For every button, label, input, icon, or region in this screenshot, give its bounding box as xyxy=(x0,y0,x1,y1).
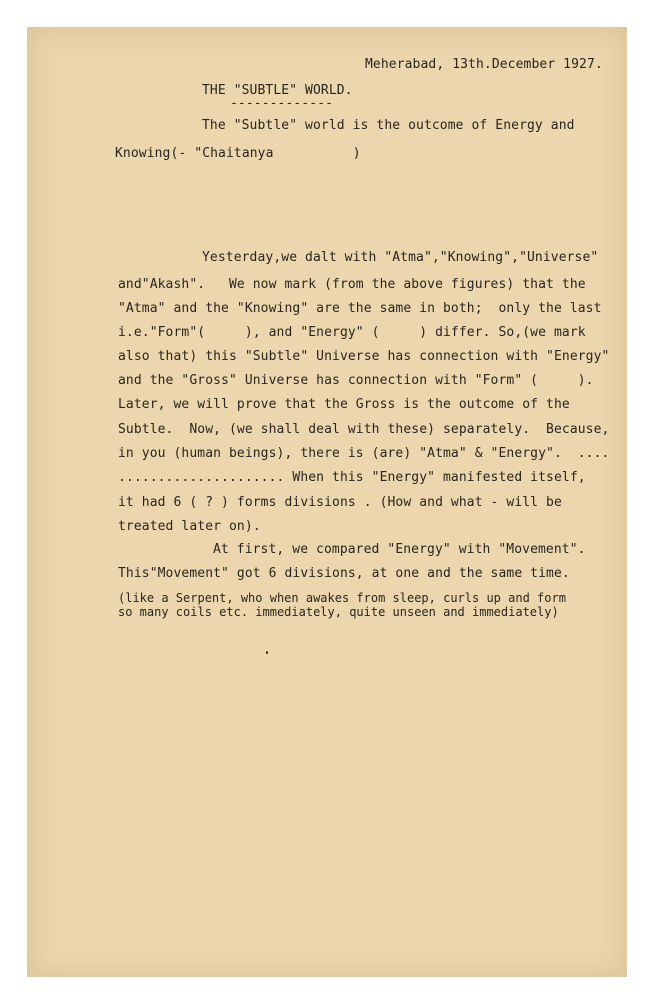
body-line: (like a Serpent, who when awakes from sleep, curls up and form xyxy=(118,591,566,605)
body-line: At first, we compared "Energy" with "Movement". xyxy=(213,542,586,557)
body-line: treated later on). xyxy=(118,519,261,534)
body-line: Subtle. Now, (we shall deal with these) separately. Because, xyxy=(118,422,610,437)
body-line: and"Akash". We now mark (from the above figures) that the xyxy=(118,277,586,292)
body-line: "Atma" and the "Knowing" are the same in both; only the last xyxy=(118,301,602,316)
body-line: This"Movement" got 6 divisions, at one and the same time. xyxy=(118,566,570,581)
intro-line: The "Subtle" world is the outcome of Energy and xyxy=(202,118,575,133)
ink-mark xyxy=(266,651,268,654)
body-line: also that) this "Subtle" Universe has connection with "Energy" xyxy=(118,349,610,364)
body-line: i.e."Form"( ), and "Energy" ( ) differ. So,(we mark xyxy=(118,325,586,340)
body-line: ..................... When this "Energy" manifested itself, xyxy=(118,470,586,485)
body-line: and the "Gross" Universe has connection with "Form" ( ). xyxy=(118,373,594,388)
body-line: in you (human beings), there is (are) "Atma" & "Energy". .... xyxy=(118,446,610,461)
body-line: Yesterday,we dalt with "Atma","Knowing","Universe" xyxy=(202,250,599,265)
title-underline: ------------- xyxy=(230,96,334,111)
body-line: Later, we will prove that the Gross is the outcome of the xyxy=(118,397,570,412)
header-date: Meherabad, 13th.December 1927. xyxy=(365,57,603,72)
intro-line: Knowing(- "Chaitanya ) xyxy=(115,146,361,161)
body-line: it had 6 ( ? ) forms divisions . (How and what - will be xyxy=(118,495,562,510)
document-page xyxy=(27,27,627,977)
page-title: THE "SUBTLE" WORLD. xyxy=(202,83,353,98)
body-line: so many coils etc. immediately, quite unseen and immediately) xyxy=(118,605,559,619)
